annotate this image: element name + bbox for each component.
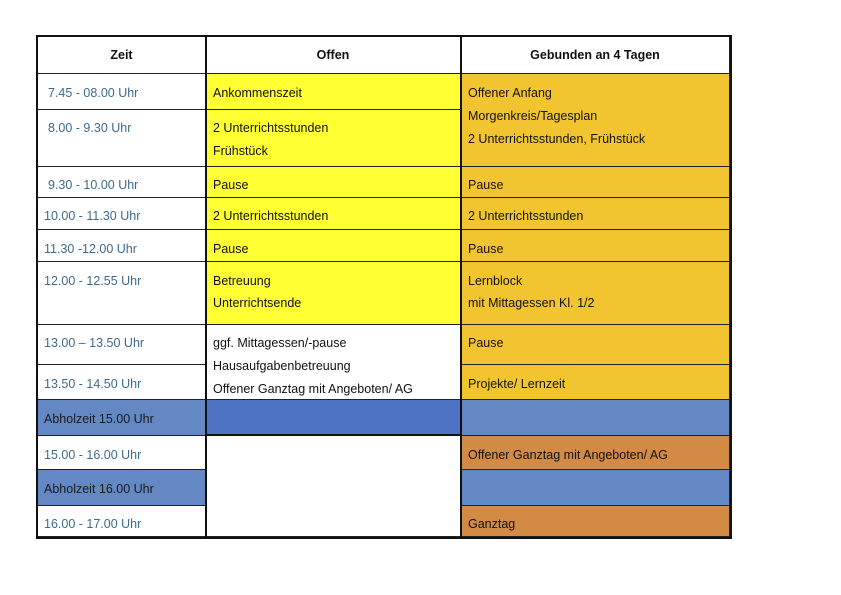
bound-cell-r6 bbox=[461, 262, 730, 325]
bound-cell-r3 bbox=[461, 167, 730, 198]
bound-cell-r10 bbox=[461, 436, 730, 470]
time-cell-r1 bbox=[38, 74, 206, 110]
open-cell-r10-r12 bbox=[206, 436, 461, 537]
open-cell-r4 bbox=[206, 198, 461, 230]
time-cell-r4 bbox=[38, 198, 206, 230]
bound-r12-text: Ganztag bbox=[468, 517, 516, 531]
bound-r3-text: Pause bbox=[468, 178, 504, 192]
open-cell-r2 bbox=[206, 110, 461, 167]
time-r2: 8.00 - 9.30 Uhr bbox=[48, 121, 132, 135]
time-r8: 13.50 - 14.50 Uhr bbox=[44, 377, 142, 391]
bound-r12-line3: 2 Unterrichtsstunden, Frühstück bbox=[468, 132, 646, 146]
header-bound-label: Gebunden an 4 Tagen bbox=[530, 48, 660, 62]
open-cell-r7-r8 bbox=[206, 325, 461, 400]
bound-cell-r11 bbox=[461, 470, 730, 506]
header-time bbox=[38, 37, 206, 74]
bound-r6-line2: mit Mittagessen Kl. 1/2 bbox=[468, 296, 595, 310]
bound-r10-text: Offener Ganztag mit Angeboten/ AG bbox=[468, 448, 668, 462]
bound-r7-text: Pause bbox=[468, 336, 504, 350]
open-r78-line2: Hausaufgabenbetreuung bbox=[213, 359, 351, 373]
time-cell-r11 bbox=[38, 470, 206, 506]
time-r11: Abholzeit 16.00 Uhr bbox=[44, 482, 154, 496]
time-cell-r10 bbox=[38, 436, 206, 470]
time-cell-r9 bbox=[38, 400, 206, 436]
time-cell-r6 bbox=[38, 262, 206, 325]
bound-r5-text: Pause bbox=[468, 242, 504, 256]
time-cell-r5 bbox=[38, 230, 206, 262]
open-r78-line3: Offener Ganztag mit Angeboten/ AG bbox=[213, 382, 413, 396]
open-cell-r5 bbox=[206, 230, 461, 262]
bound-cell-r1-r2 bbox=[461, 74, 730, 167]
open-cell-r1 bbox=[206, 74, 461, 110]
time-cell-r7 bbox=[38, 325, 206, 365]
bound-cell-r5 bbox=[461, 230, 730, 262]
bound-cell-r4 bbox=[461, 198, 730, 230]
time-r1: 7.45 - 08.00 Uhr bbox=[48, 86, 139, 100]
bound-r4-text: 2 Unterrichtsstunden bbox=[468, 209, 584, 223]
time-r4: 10.00 - 11.30 Uhr bbox=[44, 209, 141, 223]
column-divider-2 bbox=[460, 37, 462, 537]
open-r2-line2: Frühstück bbox=[213, 144, 268, 158]
time-r5: 11.30 -12.00 Uhr bbox=[44, 242, 137, 256]
time-r3: 9.30 - 10.00 Uhr bbox=[48, 178, 139, 192]
bound-cell-r9 bbox=[461, 400, 730, 436]
time-cell-r3 bbox=[38, 167, 206, 198]
bound-cell-r7 bbox=[461, 325, 730, 365]
header-bound bbox=[461, 37, 730, 74]
header-open-label: Offen bbox=[316, 48, 350, 62]
time-r7: 13.00 – 13.50 Uhr bbox=[44, 336, 145, 350]
open-r2-line1: 2 Unterrichtsstunden bbox=[213, 121, 329, 135]
bound-cell-r12 bbox=[461, 506, 730, 537]
time-r6: 12.00 - 12.55 Uhr bbox=[44, 274, 142, 288]
time-r12: 16.00 - 17.00 Uhr bbox=[44, 517, 142, 531]
bound-cell-r8 bbox=[461, 365, 730, 400]
bound-r12-line1: Offener Anfang bbox=[468, 86, 552, 100]
open-r4-text: 2 Unterrichtsstunden bbox=[213, 209, 329, 223]
open-cell-r9 bbox=[206, 400, 461, 436]
open-r5-text: Pause bbox=[213, 242, 249, 256]
bound-r6-line1: Lernblock bbox=[468, 274, 523, 288]
column-divider-1 bbox=[205, 37, 207, 537]
time-r10: 15.00 - 16.00 Uhr bbox=[44, 448, 142, 462]
time-cell-r8 bbox=[38, 365, 206, 400]
time-cell-r2 bbox=[38, 110, 206, 167]
open-r6-line2: Unterrichtsende bbox=[213, 296, 302, 310]
header-time-label: Zeit bbox=[110, 48, 133, 62]
open-cell-r6 bbox=[206, 262, 461, 325]
time-r9: Abholzeit 15.00 Uhr bbox=[44, 412, 154, 426]
header-open bbox=[206, 37, 461, 74]
open-r78-line1: ggf. Mittagessen/-pause bbox=[213, 336, 347, 350]
time-cell-r12 bbox=[38, 506, 206, 537]
open-r6-line1: Betreuung bbox=[213, 274, 271, 288]
open-r1-text: Ankommenszeit bbox=[213, 86, 302, 100]
open-r3-text: Pause bbox=[213, 178, 249, 192]
bound-r12-line2: Morgenkreis/Tagesplan bbox=[468, 109, 598, 123]
open-cell-r3 bbox=[206, 167, 461, 198]
bound-r8-text: Projekte/ Lernzeit bbox=[468, 377, 566, 391]
